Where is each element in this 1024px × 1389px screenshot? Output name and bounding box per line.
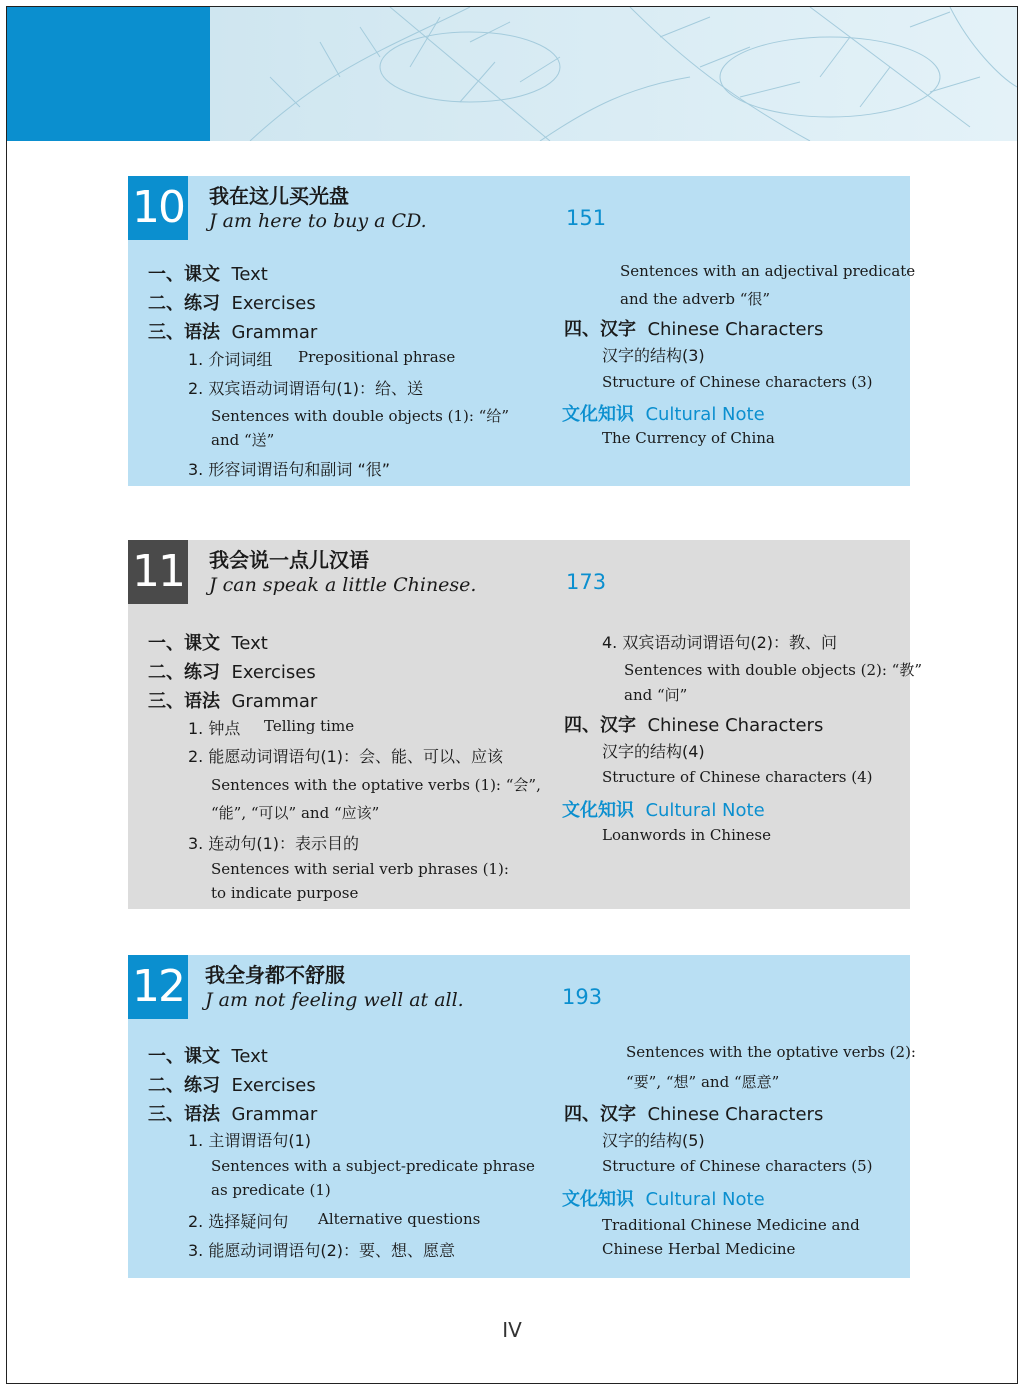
grammar-item-en: Sentences with the optative verbs (1): “会”, <box>211 776 541 794</box>
section-cultural-note[interactable] <box>562 400 765 426</box>
lesson-number: 10 <box>128 176 188 240</box>
section-grammar[interactable] <box>148 318 317 344</box>
section-label-en: Text <box>231 264 268 285</box>
grammar-item-en: Sentences with serial verb phrases (1): <box>211 860 509 878</box>
section-text[interactable] <box>148 1042 268 1068</box>
section-label-en: Grammar <box>231 1104 318 1125</box>
section-label-en: Exercises <box>231 293 316 314</box>
grammar-item-en: Sentences with double objects (1): “给” <box>211 407 510 425</box>
grammar-item-cn: 1. 主谓谓语句(1) <box>188 1131 312 1150</box>
grammar-item-cn: 3. 连动句(1)：表示目的 <box>188 834 360 853</box>
section-text[interactable] <box>148 260 268 286</box>
lesson-block <box>128 955 916 1278</box>
section-label-en: Chinese Characters <box>647 715 824 736</box>
grammar-item-en: Prepositional phrase <box>298 348 456 366</box>
lesson-title-en: J can speak a little Chinese. <box>209 574 477 596</box>
section-cultural-note[interactable] <box>562 1185 765 1211</box>
lesson-title-cn: 我在这儿买光盘 <box>209 184 349 208</box>
header-banner <box>7 7 1017 141</box>
lesson-title-cn: 我会说一点儿汉语 <box>209 548 369 572</box>
lesson-number: 11 <box>128 540 188 604</box>
characters-item-en: Structure of Chinese characters (4) <box>602 768 873 786</box>
lesson-page-number[interactable]: 151 <box>566 206 607 230</box>
grammar-item-en: “要”, “想” and “愿意” <box>626 1073 780 1091</box>
characters-item-cn: 汉字的结构(5) <box>602 1131 705 1150</box>
section-label-en: Cultural Note <box>645 800 765 821</box>
lesson-block <box>128 176 916 486</box>
banner-color-block <box>7 7 210 141</box>
section-exercises[interactable] <box>148 1071 316 1097</box>
section-label-en: Grammar <box>231 691 318 712</box>
section-label-en: Cultural Note <box>645 404 765 425</box>
grammar-item-cn: 4. 双宾语动词谓语句(2)：教、问 <box>602 633 838 652</box>
section-label-en: Chinese Characters <box>647 1104 824 1125</box>
grammar-item-en: Sentences with an adjectival predicate <box>620 262 916 280</box>
grammar-item-en: Telling time <box>264 717 355 735</box>
characters-item-en: Structure of Chinese characters (5) <box>602 1157 873 1175</box>
section-label-cn: 文化知识 <box>562 404 634 425</box>
section-label-cn: 一、课文 <box>148 633 220 654</box>
characters-item-en: Structure of Chinese characters (3) <box>602 373 873 391</box>
section-exercises[interactable] <box>148 289 316 315</box>
section-label-cn: 文化知识 <box>562 800 634 821</box>
lesson-page-number[interactable]: 173 <box>566 570 607 594</box>
lesson-title-en: J am not feeling well at all. <box>205 989 464 1011</box>
section-grammar[interactable] <box>148 687 317 713</box>
grammar-item-cn: 1. 介词词组 <box>188 350 273 369</box>
page-number-footer: IV <box>502 1318 522 1342</box>
section-label-en: Exercises <box>231 662 316 683</box>
grammar-item-en: Sentences with the optative verbs (2): <box>626 1043 916 1061</box>
section-label-en: Text <box>231 633 268 654</box>
section-cultural-note[interactable] <box>562 796 765 822</box>
section-label-en: Chinese Characters <box>647 319 824 340</box>
grammar-item-en: to indicate purpose <box>211 884 359 902</box>
section-chinese-characters[interactable] <box>564 711 823 737</box>
lesson-number: 12 <box>128 955 188 1019</box>
section-chinese-characters[interactable] <box>564 1100 823 1126</box>
section-label-en: Cultural Note <box>645 1189 765 1210</box>
grammar-item-en: as predicate (1) <box>211 1181 331 1199</box>
grammar-item-cn: 3. 能愿动词谓语句(2)：要、想、愿意 <box>188 1241 456 1260</box>
grammar-item-en: Sentences with double objects (2): “教” <box>624 661 923 679</box>
cultural-note-text: Loanwords in Chinese <box>602 826 771 844</box>
section-label-cn: 三、语法 <box>148 691 220 712</box>
lesson-title-cn: 我全身都不舒服 <box>205 963 345 987</box>
section-label-en: Exercises <box>231 1075 316 1096</box>
section-label-cn: 一、课文 <box>148 1046 220 1067</box>
section-label-cn: 四、汉字 <box>564 715 636 736</box>
grammar-item-cn: 2. 双宾语动词谓语句(1)：给、送 <box>188 379 424 398</box>
section-text[interactable] <box>148 629 268 655</box>
cultural-note-text: The Currency of China <box>602 429 775 447</box>
grammar-item-en: and the adverb “很” <box>620 290 771 308</box>
cultural-note-text: Traditional Chinese Medicine and <box>602 1216 860 1234</box>
grammar-item-cn: 2. 选择疑问句 <box>188 1212 289 1231</box>
grammar-item-en: Sentences with a subject-predicate phrase <box>211 1157 535 1175</box>
section-label-cn: 一、课文 <box>148 264 220 285</box>
section-label-en: Text <box>231 1046 268 1067</box>
section-label-cn: 二、练习 <box>148 1075 220 1096</box>
grammar-item-en: and “问” <box>624 686 688 704</box>
characters-item-cn: 汉字的结构(4) <box>602 742 705 761</box>
section-label-cn: 三、语法 <box>148 322 220 343</box>
section-label-cn: 四、汉字 <box>564 1104 636 1125</box>
grammar-item-cn: 3. 形容词谓语句和副词 “很” <box>188 460 391 479</box>
grammar-item-cn: 1. 钟点 <box>188 719 241 738</box>
section-exercises[interactable] <box>148 658 316 684</box>
section-chinese-characters[interactable] <box>564 315 823 341</box>
lesson-page-number[interactable]: 193 <box>562 985 603 1009</box>
grammar-item-cn: 2. 能愿动词谓语句(1)：会、能、可以、应该 <box>188 747 504 766</box>
section-label-cn: 二、练习 <box>148 662 220 683</box>
section-label-cn: 二、练习 <box>148 293 220 314</box>
cultural-note-text: Chinese Herbal Medicine <box>602 1240 796 1258</box>
characters-item-cn: 汉字的结构(3) <box>602 346 705 365</box>
section-label-en: Grammar <box>231 322 318 343</box>
grammar-item-en: and “送” <box>211 431 275 449</box>
lesson-title-en: J am here to buy a CD. <box>209 210 427 232</box>
grammar-item-en: “能”, “可以” and “应该” <box>211 804 380 822</box>
section-label-cn: 三、语法 <box>148 1104 220 1125</box>
leaf-skeleton-image <box>210 7 1017 141</box>
section-grammar[interactable] <box>148 1100 317 1126</box>
grammar-item-en: Alternative questions <box>318 1210 481 1228</box>
lesson-block <box>128 540 923 909</box>
section-label-cn: 四、汉字 <box>564 319 636 340</box>
section-label-cn: 文化知识 <box>562 1189 634 1210</box>
